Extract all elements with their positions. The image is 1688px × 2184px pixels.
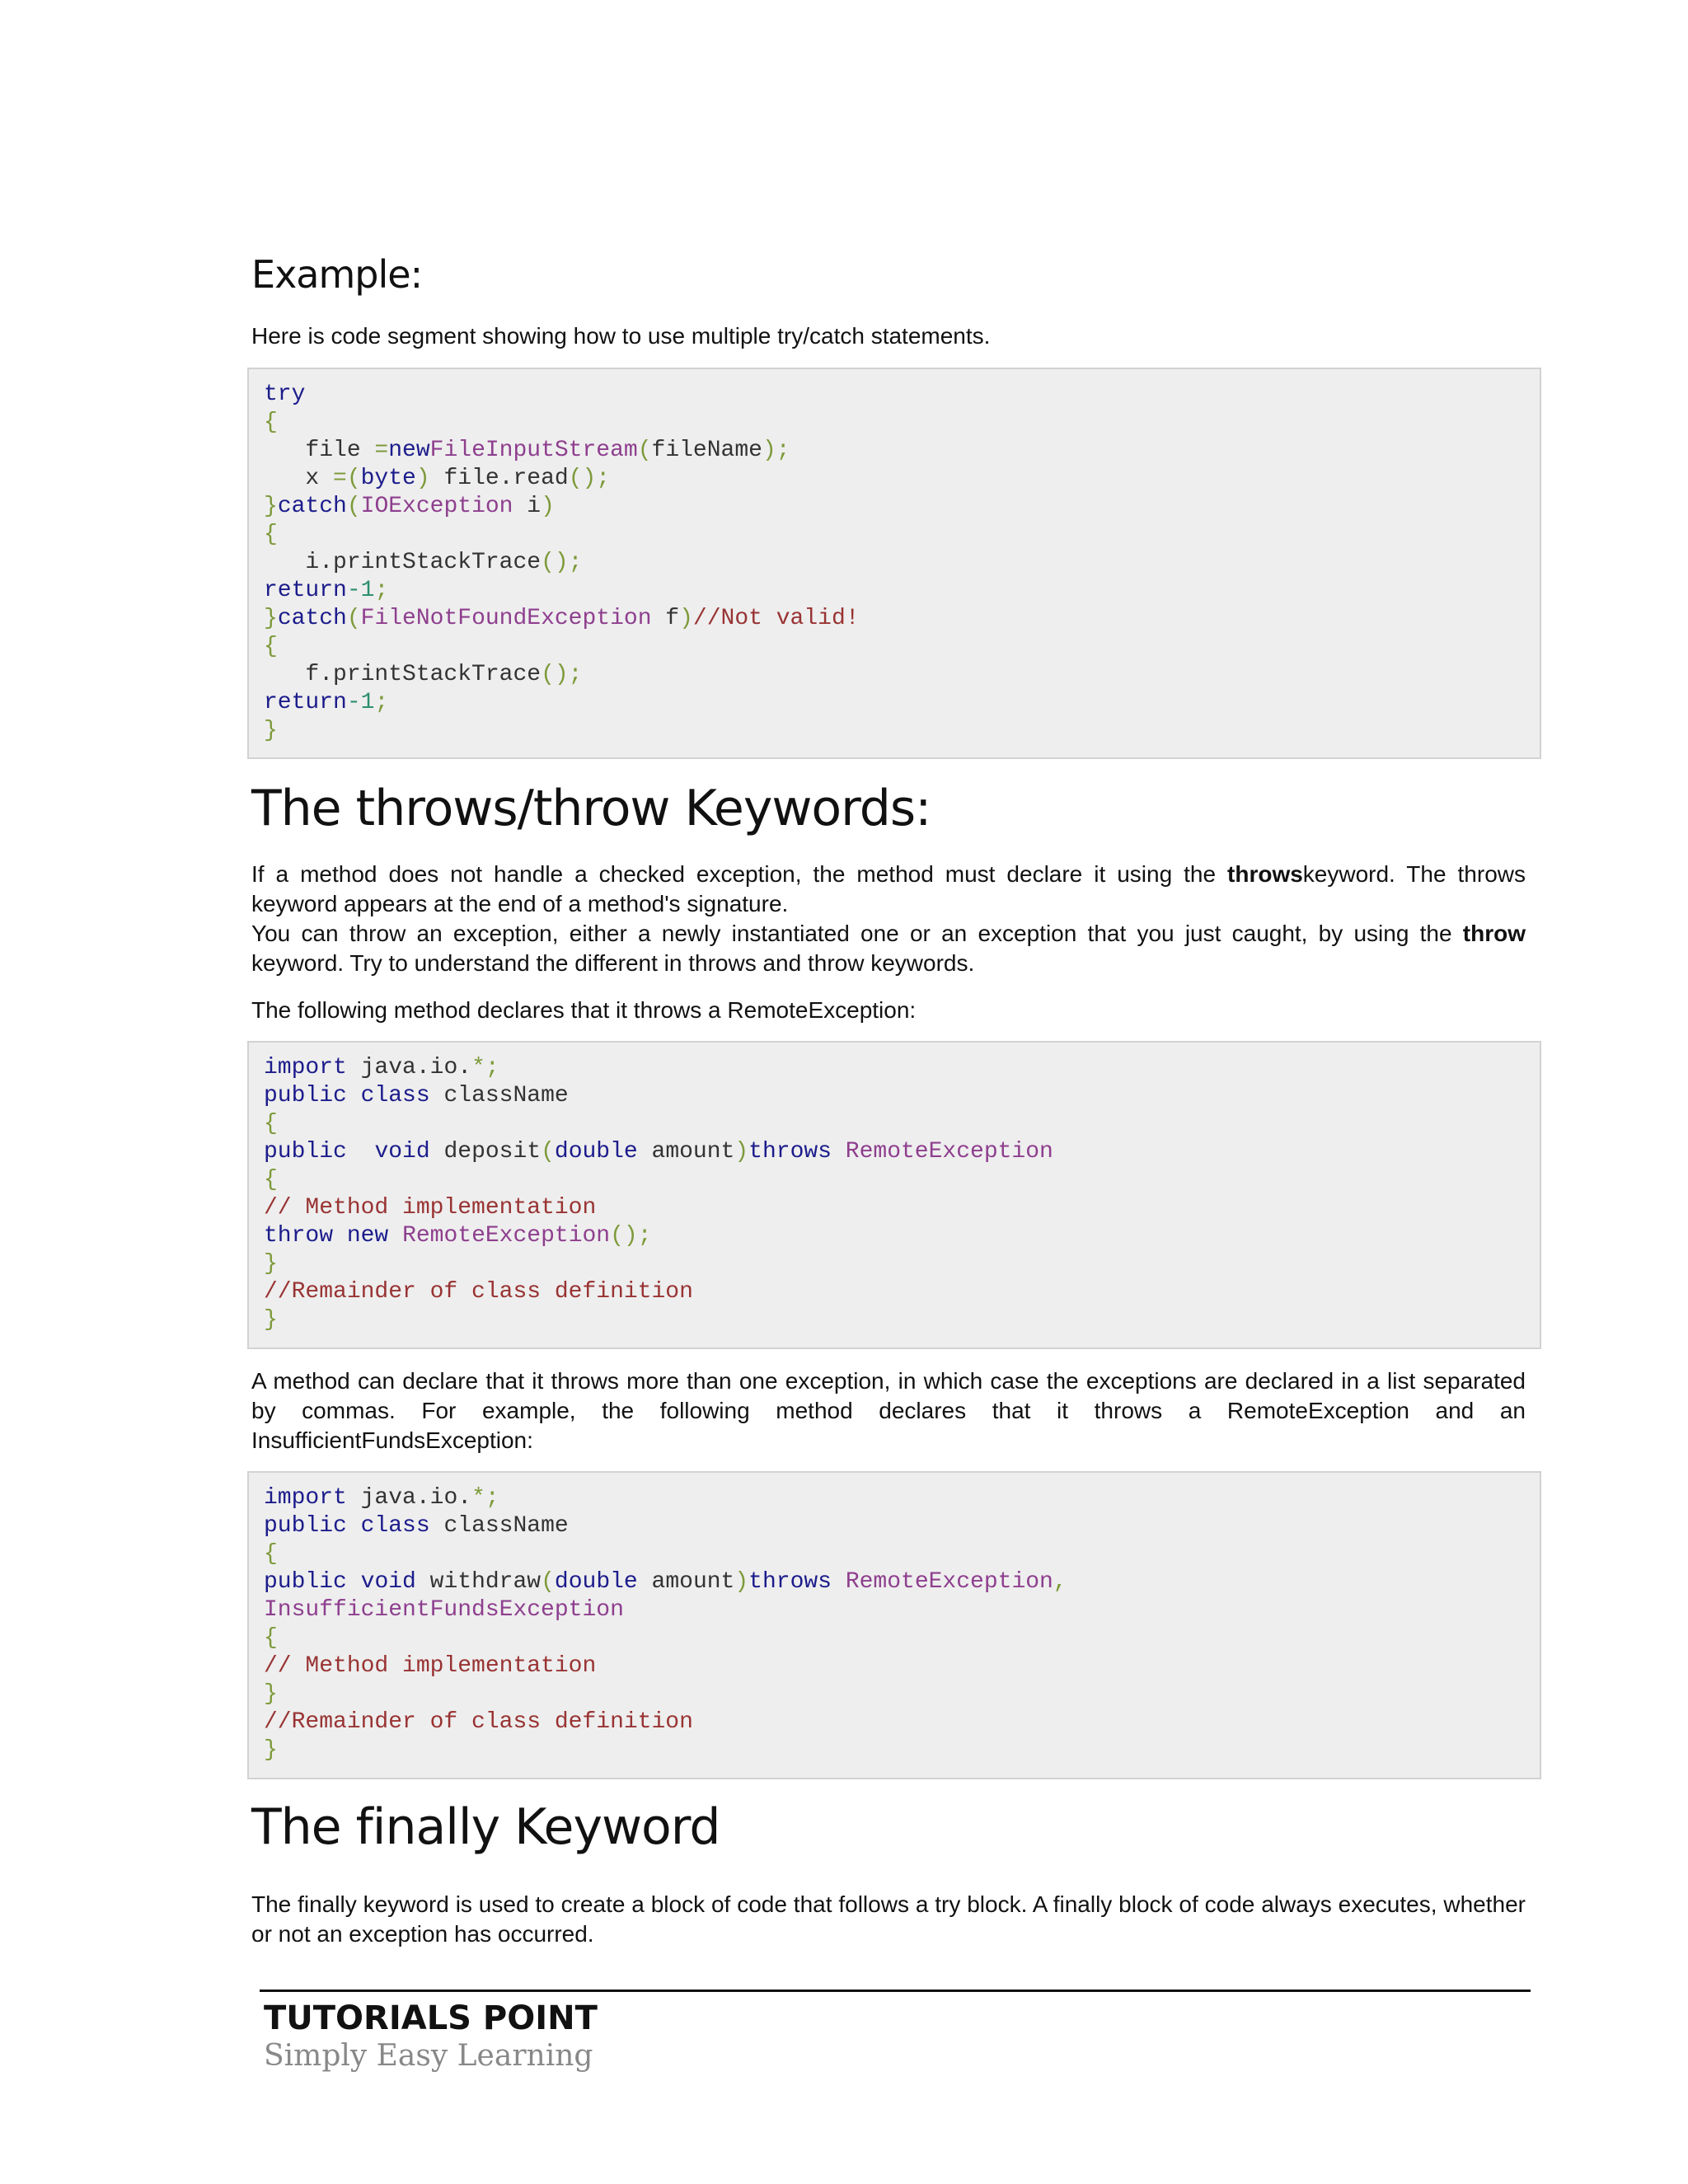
code-line: } bbox=[264, 1737, 278, 1763]
code-block-throws bbox=[247, 1041, 1541, 1349]
code-line: // Method implementation bbox=[264, 1195, 597, 1221]
remote-exception-text: The following method declares that it throws a RemoteException: bbox=[251, 997, 917, 1023]
code-line: }catch(IOException i) bbox=[264, 494, 555, 519]
code-line: { bbox=[264, 1167, 278, 1193]
code-throws bbox=[249, 1043, 1540, 1346]
code-line: } bbox=[264, 1251, 278, 1277]
code-line: { bbox=[264, 1541, 278, 1567]
code-line: public void deposit(double amount)throws RemoteException bbox=[264, 1139, 1053, 1165]
code-line: { bbox=[264, 1111, 278, 1137]
footer-divider bbox=[260, 1990, 1531, 1992]
throw-bold: throw bbox=[1462, 921, 1526, 946]
heading-example: Example: bbox=[251, 252, 423, 297]
multiple-exceptions-text: A method can declare that it throws more than one exception, in which case the exceptions are declared in a list separated by commas. For example, the following method declares that it throws a RemoteException and an InsufficientFundsException: bbox=[251, 1368, 1526, 1453]
code-line: { bbox=[264, 410, 278, 435]
code-line: { bbox=[264, 522, 278, 547]
code-block-try-catch bbox=[247, 368, 1541, 759]
throws-paragraph bbox=[251, 860, 1526, 978]
code-line: x =(byte) file.read(); bbox=[264, 466, 611, 491]
code-line: // Method implementation bbox=[264, 1653, 597, 1679]
code-line: { bbox=[264, 634, 278, 659]
throws-text-2: keyword. The throws keyword appears at the end of a method's signature. bbox=[251, 861, 1526, 916]
code-line: public class className bbox=[264, 1083, 569, 1108]
code-line: try bbox=[264, 382, 306, 407]
code-line: file =newFileInputStream(fileName); bbox=[264, 438, 790, 463]
intro-text: Here is code segment showing how to use multiple try/catch statements. bbox=[251, 323, 991, 349]
code-line: }catch(FileNotFoundException f)//Not valid! bbox=[264, 606, 860, 631]
code-line: } bbox=[264, 718, 278, 743]
footer-brand: TUTORIALS POINT bbox=[264, 1999, 598, 2037]
finally-text: The finally keyword is used to create a block of code that follows a try block. A finally block of code always executes, whether or not an exception has occurred. bbox=[251, 1891, 1526, 1947]
code-line: public class className bbox=[264, 1513, 569, 1539]
code-line: public void withdraw(double amount)throws RemoteException, bbox=[264, 1569, 1067, 1595]
code-line: InsufficientFundsException bbox=[264, 1597, 624, 1623]
throw-text-2: keyword. Try to understand the different in throws and throw keywords. bbox=[251, 950, 975, 976]
code-block-multiple-throws bbox=[247, 1471, 1541, 1779]
heading-throws: The throws/throw Keywords: bbox=[251, 780, 931, 837]
code-line: f.printStackTrace(); bbox=[264, 662, 583, 687]
throws-text-1: If a method does not handle a checked exception, the method must declare it using the bbox=[251, 861, 1228, 887]
code-line: import java.io.*; bbox=[264, 1055, 499, 1080]
code-line: } bbox=[264, 1681, 278, 1707]
code-line: import java.io.*; bbox=[264, 1485, 499, 1511]
code-multiple-throws bbox=[249, 1473, 1540, 1776]
code-line: throw new RemoteException(); bbox=[264, 1223, 652, 1249]
code-line: //Remainder of class definition bbox=[264, 1279, 693, 1305]
code-line: } bbox=[264, 1307, 278, 1333]
heading-finally: The finally Keyword bbox=[251, 1798, 720, 1856]
code-try-catch bbox=[249, 369, 1540, 757]
throws-bold: throws bbox=[1227, 861, 1303, 887]
code-line: return-1; bbox=[264, 578, 389, 603]
code-line: return-1; bbox=[264, 690, 389, 715]
throw-text-1: You can throw an exception, either a newly instantiated one or an exception that you just caught, by using the bbox=[251, 921, 1463, 946]
footer-tagline: Simply Easy Learning bbox=[264, 2039, 593, 2073]
code-line: //Remainder of class definition bbox=[264, 1709, 693, 1735]
code-line: i.printStackTrace(); bbox=[264, 550, 583, 575]
code-line: { bbox=[264, 1625, 278, 1651]
